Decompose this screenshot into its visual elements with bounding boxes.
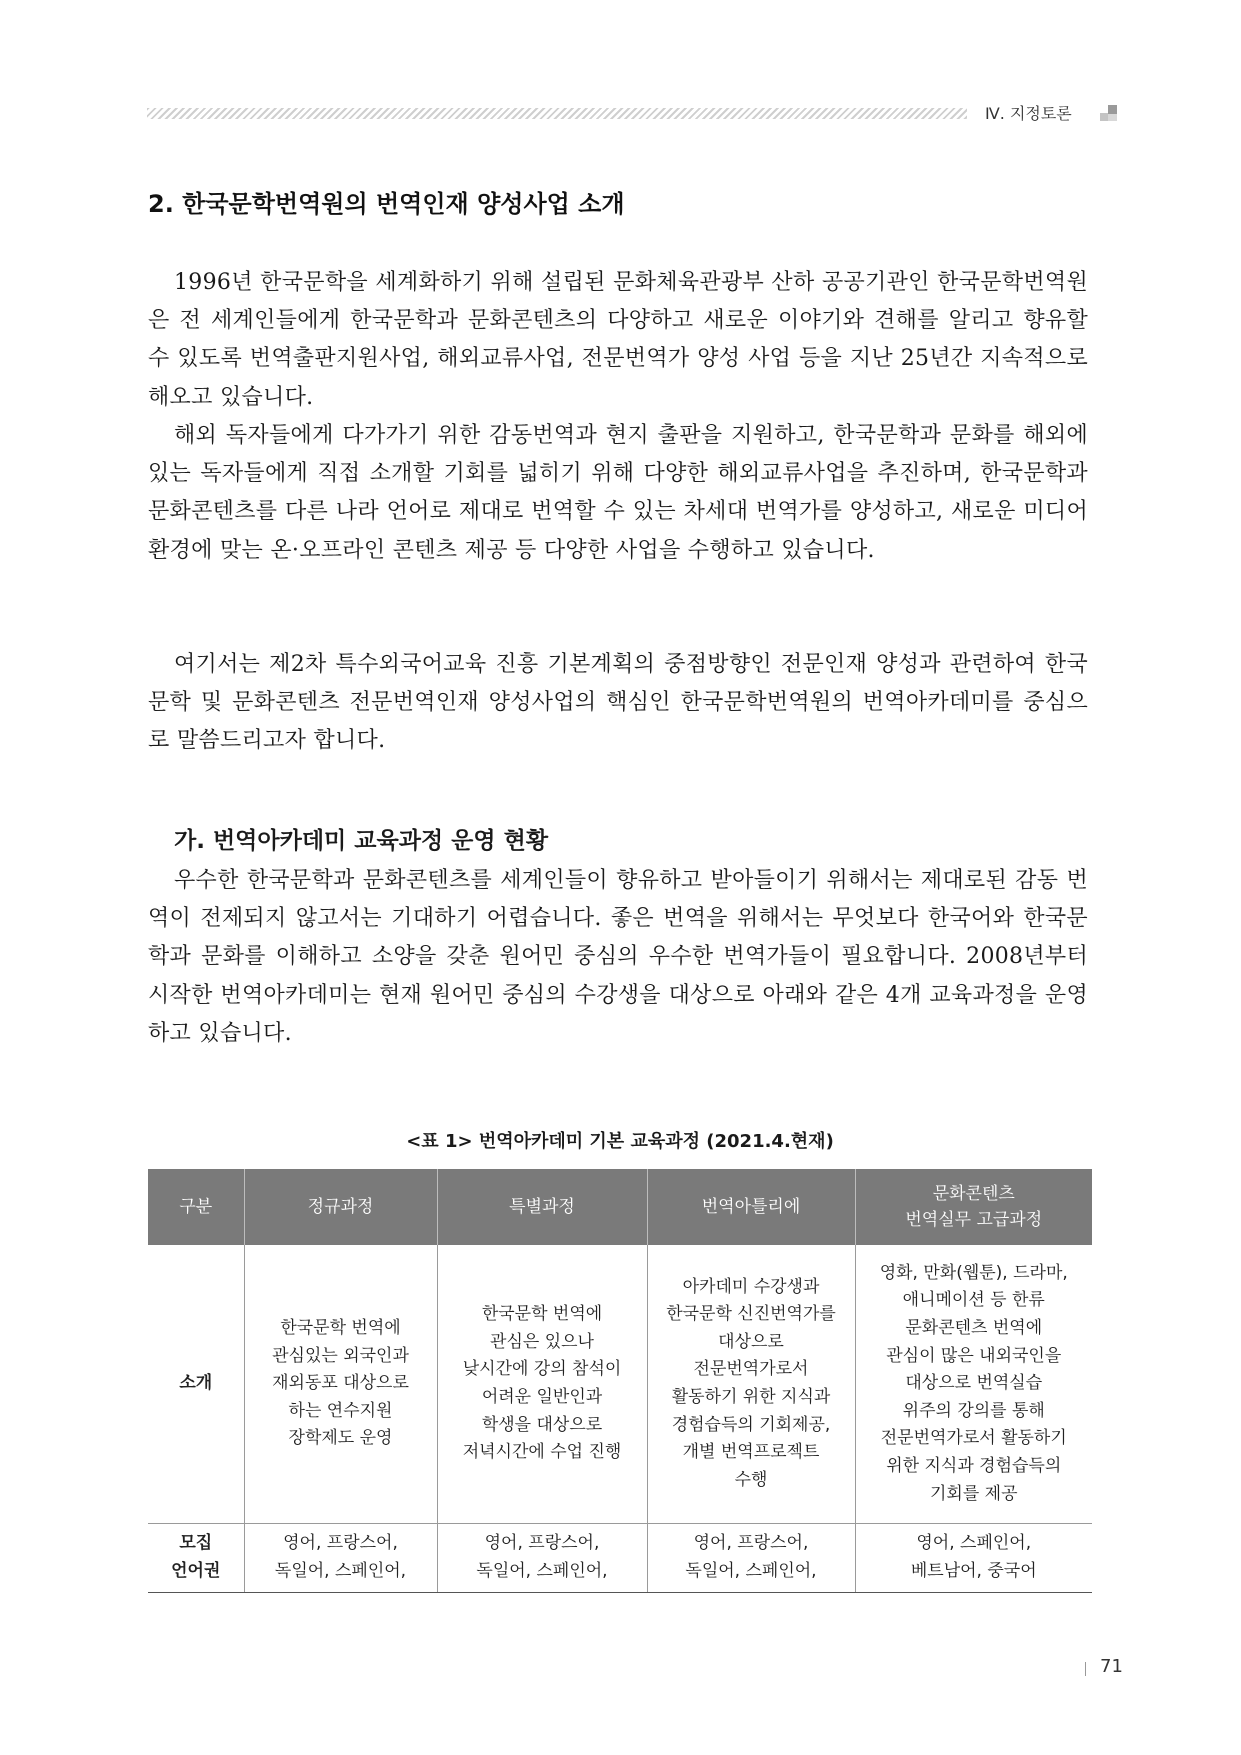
table-header-row [148,1169,1092,1245]
table-cell: 영어, 프랑스어, 독일어, 스페인어, [244,1524,437,1593]
table-caption: <표 1> 번역아카데미 기본 교육과정 (2021.4.현재) [406,1131,834,1152]
table-cell: 한국문학 번역에 관심은 있으나 낮시간에 강의 참석이 어려운 일반인과 학생을 대상으로 저녁시간에 수업 진행 [437,1245,647,1524]
table-cell: 아카데미 수강생과 한국문학 신진번역가를 대상으로 전문번역가로서 활동하기 위한 지식과 경험습득의 기회제공, 개별 번역프로젝트 수행 [647,1245,855,1524]
table-cell: 영어, 프랑스어, 독일어, 스페인어, [647,1524,855,1593]
header-advanced-course: 문화콘텐츠 번역실무 고급과정 [855,1169,1092,1245]
subsection-title: 가. 번역아카데미 교육과정 운영 현황 [174,828,549,854]
row-label: 모집 언어권 [148,1524,244,1593]
page-number: 71 [1100,1656,1123,1677]
body-paragraph: 여기서는 제2차 특수외국어교육 진흥 기본계획의 중점방향인 전문인재 양성과 관련하여 한국문학 및 문화콘텐츠 전문번역인재 양성사업의 핵심인 한국문학번역원의 번역아카데미를 중심으로 말씀드리고자 합니다. [148,652,1088,754]
corner-ornament [1100,113,1108,121]
table-cell: 영화, 만화(웹툰), 드라마, 애니메이션 등 한류 문화콘텐츠 번역에 관심이 많은 내외국인을 대상으로 번역실습 위주의 강의를 통해 전문번역가로서 활동하기 위한 지식과 경험습득의 기회를 제공 [855,1245,1092,1524]
body-paragraph: 해외 독자들에게 다가가기 위한 감동번역과 현지 출판을 지원하고, 한국문학과 문화를 해외에 있는 독자들에게 직접 소개할 기회를 넓히기 위해 다양한 해외교류사업을 추진하며, 한국문학과 문화콘텐츠를 다른 나라 언어로 제대로 번역할 수 있는 차세대 번역가를 양성하고, 새로운 미디어 환경에 맞는 온·오프라인 콘텐츠 제공 등 다양한 사업을 수행하고 있습니다. [148,423,1088,563]
header-translation-atelier: 번역아틀리에 [647,1169,855,1245]
corner-ornament [1108,105,1117,114]
corner-ornament [1108,114,1117,121]
table-cell: 영어, 스페인어, 베트남어, 중국어 [855,1524,1092,1593]
header-category: 구분 [148,1169,244,1245]
section-title: 2. 한국문학번역원의 번역인재 양성사업 소개 [148,190,625,218]
body-paragraph: 1996년 한국문학을 세계화하기 위해 설립된 문화체육관광부 산하 공공기관인 한국문학번역원은 전 세계인들에게 한국문학과 문화콘텐츠의 다양하고 새로운 이야기와 견해를 알리고 향유할 수 있도록 번역출판지원사업, 해외교류사업, 전문번역가 양성 사업 등을 지난 25년간 지속적으로 해오고 있습니다. [148,270,1088,410]
row-label: 소개 [148,1245,244,1524]
table-cell: 한국문학 번역에 관심있는 외국인과 재외동포 대상으로 하는 연수지원 장학제도 운영 [244,1245,437,1524]
table-cell: 영어, 프랑스어, 독일어, 스페인어, [437,1524,647,1593]
curriculum-table [148,1169,1092,1593]
table-row [148,1524,1092,1593]
body-paragraph: 우수한 한국문학과 문화콘텐츠를 세계인들이 향유하고 받아들이기 위해서는 제대로된 감동 번역이 전제되지 않고서는 기대하기 어렵습니다. 좋은 번역을 위해서는 무엇보다 한국어와 한국문학과 문화를 이해하고 소양을 갖춘 원어민 중심의 우수한 번역가들이 필요합니다. 2008년부터 시작한 번역아카데미는 현재 원어민 중심의 수강생을 대상으로 아래와 같은 4개 교육과정을 운영하고 있습니다. [148,868,1088,1046]
header-regular-course: 정규과정 [244,1169,437,1245]
header-special-course: 특별과정 [437,1169,647,1245]
header-decorative-bar [147,108,967,119]
page-number-separator [1085,1662,1086,1676]
table-row [148,1245,1092,1524]
chapter-label: Ⅳ. 지정토론 [985,104,1072,123]
